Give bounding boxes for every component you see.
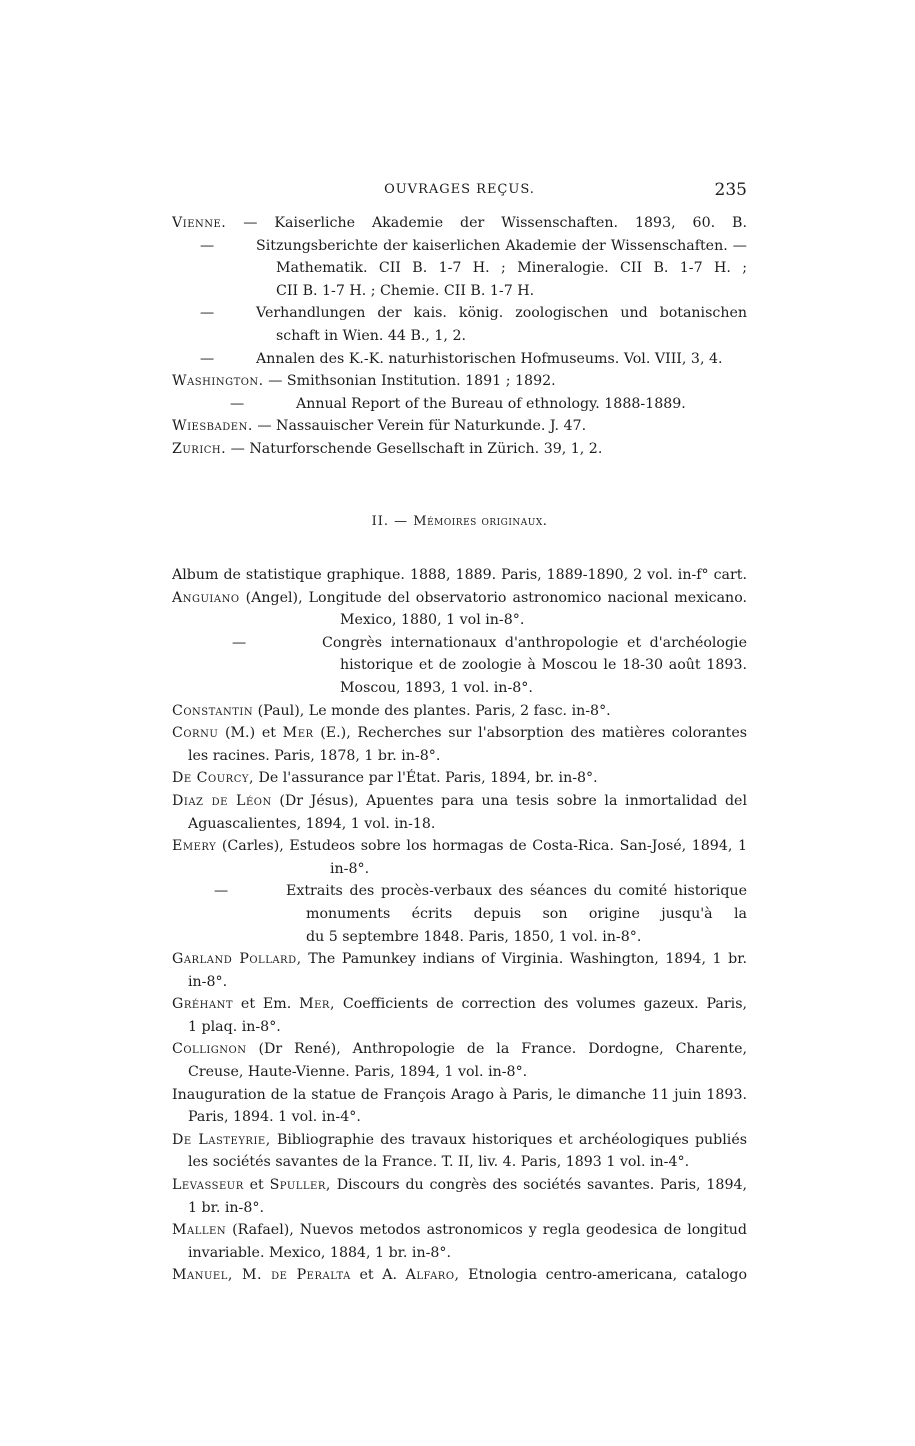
connector-text: et xyxy=(249,1177,264,1194)
memoirs-list xyxy=(172,564,747,1287)
city-name: Vienne. xyxy=(172,215,227,231)
line-text: Annual Report of the Bureau of ethnology. 1888-1889. xyxy=(296,395,686,412)
list-line xyxy=(172,370,747,393)
author-name: Constantin xyxy=(172,702,254,719)
entry-line xyxy=(172,1174,747,1197)
line-text: (Paul), Le monde des plantes. Paris, 2 fasc. in-8°. xyxy=(257,702,611,719)
author-name: Levasseur xyxy=(172,1177,244,1194)
entry-line xyxy=(172,926,747,949)
author-name: Gréhant xyxy=(172,996,234,1013)
entry-line xyxy=(172,903,747,926)
author-name: Spuller, xyxy=(269,1177,331,1194)
line-text: (Rafael), Nuevos metodos astronomicos y regla geodesica de longitud xyxy=(232,1222,747,1239)
section-numeral: II. — xyxy=(371,514,409,529)
institutions-list xyxy=(172,212,747,461)
entry-line xyxy=(172,677,747,700)
city-name: Zurich. xyxy=(172,440,227,457)
entry-line xyxy=(172,1242,747,1265)
line-text: schaft in Wien. 44 B., 1, 2. xyxy=(276,327,466,344)
line-text: (E.), Recherches sur l'absorption des matières colorantes xyxy=(320,725,747,742)
author-name: Alfaro, xyxy=(405,1267,460,1284)
author-name: Emery xyxy=(172,838,217,855)
line-text: Etnologia centro-americana, catalogo xyxy=(468,1267,747,1284)
author-name: Diaz de Léon xyxy=(172,792,272,809)
line-text: Extraits des procès-verbaux des séances du comité historique xyxy=(286,883,747,900)
list-line xyxy=(172,348,747,371)
line-text: — Naturforschende Gesellschaft in Zürich. 39, 1, 2. xyxy=(230,440,603,457)
list-line xyxy=(172,393,747,416)
entry-line xyxy=(172,835,747,858)
entry-line xyxy=(172,948,747,971)
line-text: historique et de zoologie à Moscou le 18-30 août 1893. xyxy=(340,657,747,674)
author-name: De Lasteyrie, xyxy=(172,1131,271,1148)
entry-line xyxy=(172,1129,747,1152)
line-text: Inauguration de la statue de François Arago à Paris, le dimanche 11 juin 1893. xyxy=(172,1086,747,1103)
list-line xyxy=(172,325,747,348)
line-text: Sitzungsberichte der kaiserlichen Akademie der Wissenschaften. — xyxy=(256,237,747,254)
author-name: Mer xyxy=(282,725,314,742)
author-name: De Courcy, xyxy=(172,770,254,787)
line-text: Mathematik. CII B. 1-7 H. ; Mineralogie. CII B. 1-7 H. ; xyxy=(276,260,747,277)
line-text: Paris, 1894. 1 vol. in-4°. xyxy=(188,1109,361,1126)
city-name: Wiesbaden. xyxy=(172,418,253,435)
page-header xyxy=(172,182,747,202)
line-text: Congrès internationaux d'anthropologie et d'archéologie xyxy=(322,634,747,651)
line-text: (Carles), Estudeos sobre los hormagas de Costa-Rica. San-José, 1894, 1 xyxy=(221,838,747,855)
line-text: — Nassauischer Verein für Naturkunde. J. 47. xyxy=(257,418,587,435)
list-line xyxy=(172,235,747,258)
author-name: Manuel, M. de Peralta xyxy=(172,1267,351,1284)
list-line xyxy=(172,257,747,280)
author-name: Cornu xyxy=(172,725,219,742)
connector-text: (M.) et xyxy=(225,725,276,742)
entry-line xyxy=(172,609,747,632)
line-text: du 5 septembre 1848. Paris, 1850, 1 vol. in-8°. xyxy=(306,928,642,945)
line-text: (Angel), Longitude del observatorio astronomico nacional mexicano. xyxy=(245,589,747,606)
entry-line xyxy=(172,790,747,813)
entry-line xyxy=(172,1264,747,1287)
city-name: Washington. xyxy=(172,373,264,390)
line-text: Annalen des K.-K. naturhistorischen Hofmuseums. Vol. VIII, 3, 4. xyxy=(256,350,723,367)
entry-line xyxy=(172,767,747,790)
list-line xyxy=(172,302,747,325)
entry-line xyxy=(172,858,747,881)
entry-line xyxy=(172,971,747,994)
line-text: (Dr René), Anthropologie de la France. Dordogne, Charente, xyxy=(258,1041,747,1058)
line-text: Verhandlungen der kais. könig. zoologischen und botanischen xyxy=(256,305,747,322)
line-text: in-8°. xyxy=(330,860,370,877)
line-text: Coefficients de correction des volumes gazeux. Paris, xyxy=(342,996,747,1013)
author-name: Garland Pollard, xyxy=(172,951,302,968)
entry-line xyxy=(172,1038,747,1061)
line-text: 1 br. in-8°. xyxy=(188,1199,264,1216)
author-name: Mer, xyxy=(299,996,335,1013)
list-line xyxy=(172,212,747,235)
ditto-dash: — xyxy=(232,634,247,651)
line-text: The Pamunkey indians of Virginia. Washington, 1894, 1 br. xyxy=(308,951,747,968)
line-text: Bibliographie des travaux historiques et archéologiques publiés xyxy=(276,1131,747,1148)
author-name: Collignon xyxy=(172,1041,247,1058)
ditto-dash: — xyxy=(200,350,215,367)
line-text: Moscou, 1893, 1 vol. in-8°. xyxy=(340,679,533,696)
line-text: Aguascalientes, 1894, 1 vol. in-18. xyxy=(188,815,436,832)
section-heading xyxy=(172,514,747,529)
entry-line xyxy=(172,1016,747,1039)
entry-line xyxy=(172,1061,747,1084)
entry-line xyxy=(172,632,747,655)
entry-line xyxy=(172,654,747,677)
entry-line xyxy=(172,587,747,610)
entry-line xyxy=(172,1197,747,1220)
list-line xyxy=(172,415,747,438)
page-number: 235 xyxy=(714,180,747,200)
connector-text: et Em. xyxy=(240,996,292,1013)
ditto-dash: — xyxy=(230,395,245,412)
line-text: Mexico, 1880, 1 vol in-8°. xyxy=(340,612,525,629)
ditto-dash: — xyxy=(200,237,215,254)
ditto-dash: — xyxy=(214,883,229,900)
line-text: Discours du congrès des sociétés savantes. Paris, 1894, xyxy=(336,1177,747,1194)
list-line xyxy=(172,438,747,461)
line-text: les racines. Paris, 1878, 1 br. in-8°. xyxy=(188,747,441,764)
line-text: — Smithsonian Institution. 1891 ; 1892. xyxy=(268,373,556,390)
line-text: 1 plaq. in-8°. xyxy=(188,1018,281,1035)
entry-line xyxy=(172,722,747,745)
section-title: Mémoires originaux. xyxy=(413,514,548,529)
line-text: les sociétés savantes de la France. T. II, liv. 4. Paris, 1893 1 vol. in-4°. xyxy=(188,1154,690,1171)
author-name: Mallen xyxy=(172,1222,227,1239)
connector-text: et A. xyxy=(359,1267,397,1284)
entry-line xyxy=(172,1219,747,1242)
entry-line xyxy=(172,564,747,587)
author-name: Anguiano xyxy=(172,589,240,606)
entry-line xyxy=(172,993,747,1016)
entry-line xyxy=(172,745,747,768)
entry-line xyxy=(172,880,747,903)
entry-line xyxy=(172,813,747,836)
line-text: Album de statistique graphique. 1888, 1889. Paris, 1889-1890, 2 vol. in-f° cart. xyxy=(172,567,747,583)
line-text: invariable. Mexico, 1884, 1 br. in-8°. xyxy=(188,1244,452,1261)
running-title: OUVRAGES REÇUS. xyxy=(384,182,535,197)
list-line xyxy=(172,280,747,303)
line-text: CII B. 1-7 H. ; Chemie. CII B. 1-7 H. xyxy=(276,282,535,299)
line-text: Creuse, Haute-Vienne. Paris, 1894, 1 vol. in-8°. xyxy=(188,1064,528,1081)
ditto-dash: — xyxy=(200,305,215,322)
entry-line xyxy=(172,1084,747,1107)
entry-line xyxy=(172,700,747,723)
line-text: (Dr Jésus), Apuentes para una tesis sobre la inmortalidad del xyxy=(279,792,747,809)
entry-line xyxy=(172,1151,747,1174)
line-text: De l'assurance par l'État. Paris, 1894, br. in-8°. xyxy=(258,770,598,787)
line-text: monuments écrits depuis son origine jusqu'à la xyxy=(306,905,747,922)
line-text: — Kaiserliche Akademie der Wissenschaften. 1893, 60. B. xyxy=(243,215,747,231)
line-text: in-8°. xyxy=(188,973,228,990)
entry-line xyxy=(172,1106,747,1129)
